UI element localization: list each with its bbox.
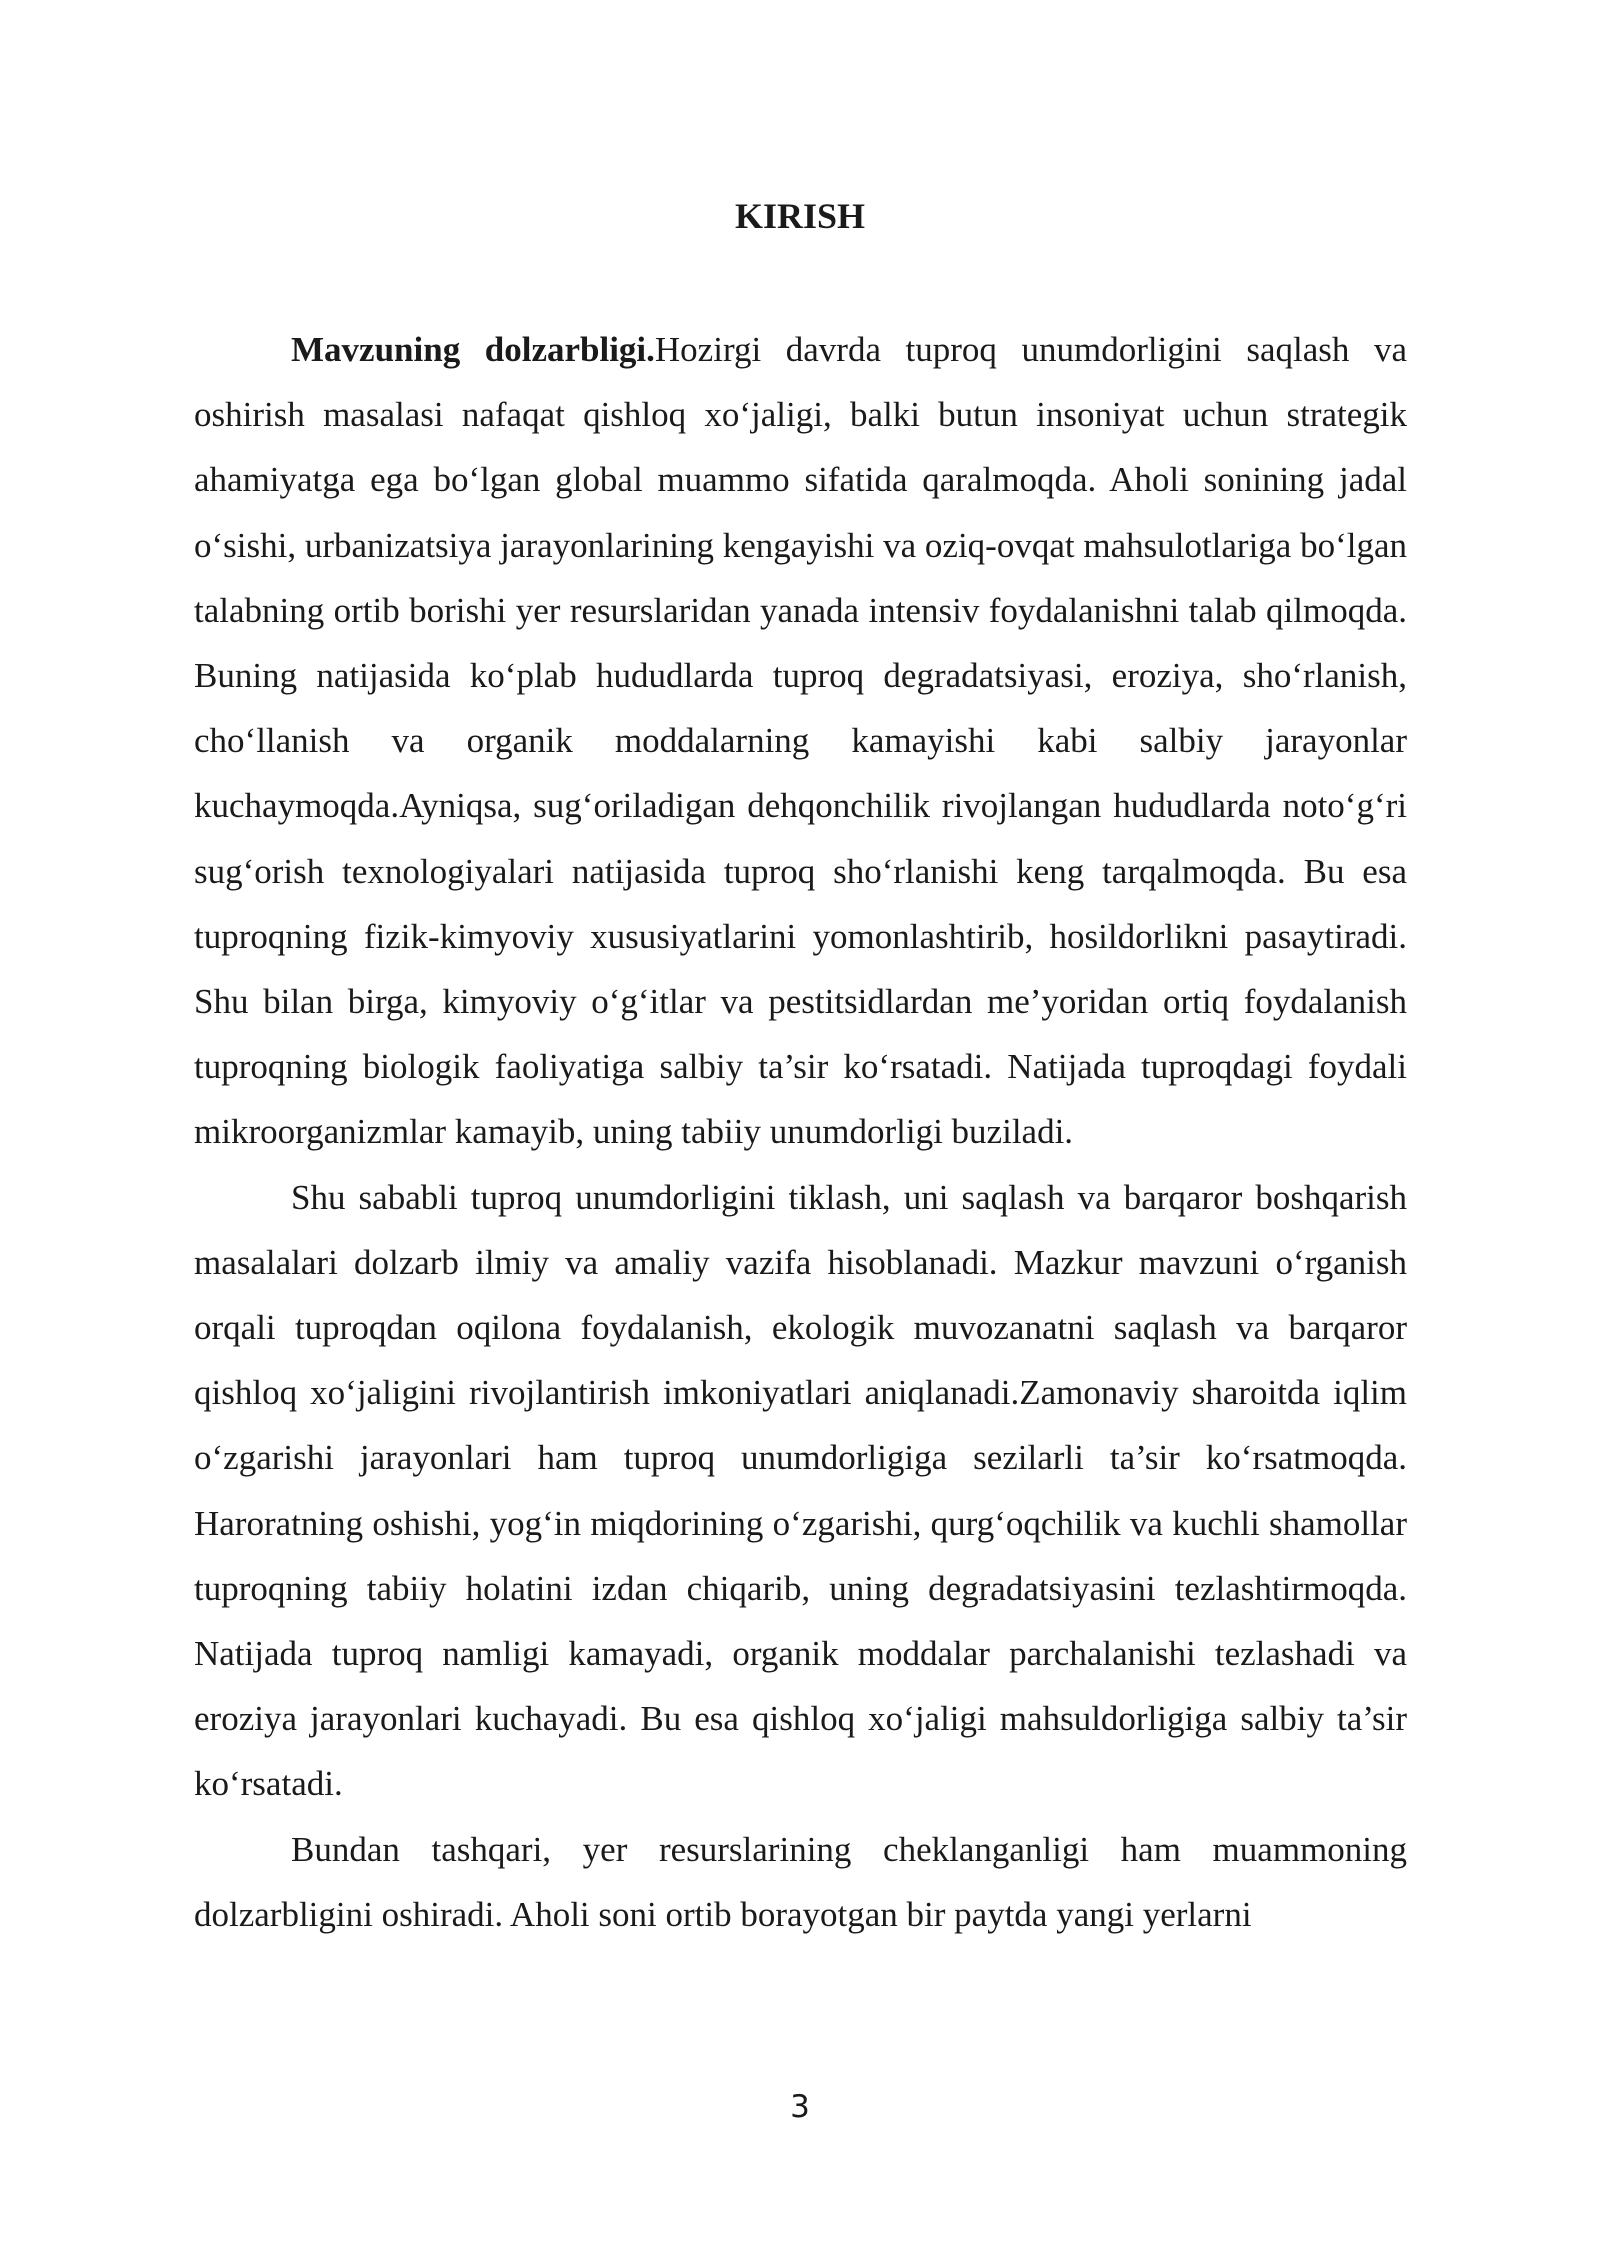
paragraph-text: Bundan tashqari, yer resurslarining cheklanganligi ham muammoning dolzarbligini oshiradi. Aholi soni ortib borayotgan bir paytda yangi yerlarni	[194, 1829, 1407, 1934]
paragraph-text: Shu sababli tuproq unumdorligini tiklash, uni saqlash va barqaror boshqarish masalalari dolzarb ilmiy va amaliy vazifa hisoblanadi. Mazkur mavzuni o‘rganish orqali tuproqdan oqilona foydalanish, ekologik muvozanatni saqlash va barqaror qishloq xo‘jaligini rivojlantirish imkoniyatlari aniqlanadi.Zamonaviy sharoitda iqlim o‘zgarishi jarayonlari ham tuproq unumdorligiga sezilarli ta’sir ko‘rsatmoqda. Haroratning oshishi, yog‘in miqdorining o‘zgarishi, qurg‘oqchilik va kuchli shamollar tuproqning tabiiy holatini izdan chiqarib, uning degradatsiyasini tezlashtirmoqda. Natijada tuproq namligi kamayadi, organik moddalar parchalanishi tezlashadi va eroziya jarayonlari kuchayadi. Bu esa qishloq xo‘jaligi mahsuldorligiga salbiy ta’sir ko‘rsatadi.	[194, 1177, 1407, 1804]
page-title: KIRISH	[734, 196, 866, 236]
paragraph-lead-heading: Mavzuning dolzarbligi.	[291, 330, 655, 369]
body-text	[194, 317, 1407, 1947]
paragraph-text: Hozirgi davrda tuproq unumdorligini saqlash va oshirish masalasi nafaqat qishloq xo‘jaligi, balki butun insoniyat uchun strategik ahamiyatga ega bo‘lgan global muammo sifatida qaralmoqda. Aholi sonining jadal o‘sishi, urbanizatsiya jarayonlarining kengayishi va oziq-ovqat mahsulotlariga bo‘lgan talabning ortib borishi yer resurslaridan yanada intensiv foydalanishni talab qilmoqda. Buning natijasida ko‘plab hududlarda tuproq degradatsiyasi, eroziya, sho‘rlanish, cho‘llanish va organik moddalarning kamayishi kabi salbiy jarayonlar kuchaymoqda.Ayniqsa, sug‘oriladigan dehqonchilik rivojlangan hududlarda noto‘g‘ri sug‘orish texnologiyalari natijasida tuproq sho‘rlanishi keng tarqalmoqda. Bu esa tuproqning fizik-kimyoviy xususiyatlarini yomonlashtirib, hosildorlikni pasaytiradi. Shu bilan birga, kimyoviy o‘g‘itlar va pestitsidlardan me’yoridan ortiq foydalanish tuproqning biologik faoliyatiga salbiy ta’sir ko‘rsatadi. Natijada tuproqdagi foydali mikroorganizmlar kamayib, uning tabiiy unumdorligi buziladi.	[194, 330, 1408, 1152]
paragraph-land-resources	[194, 1817, 1407, 1947]
paragraph-soil-restoration	[194, 1165, 1407, 1817]
page-number: 3	[790, 2089, 810, 2125]
paragraph-relevance	[194, 317, 1407, 1165]
